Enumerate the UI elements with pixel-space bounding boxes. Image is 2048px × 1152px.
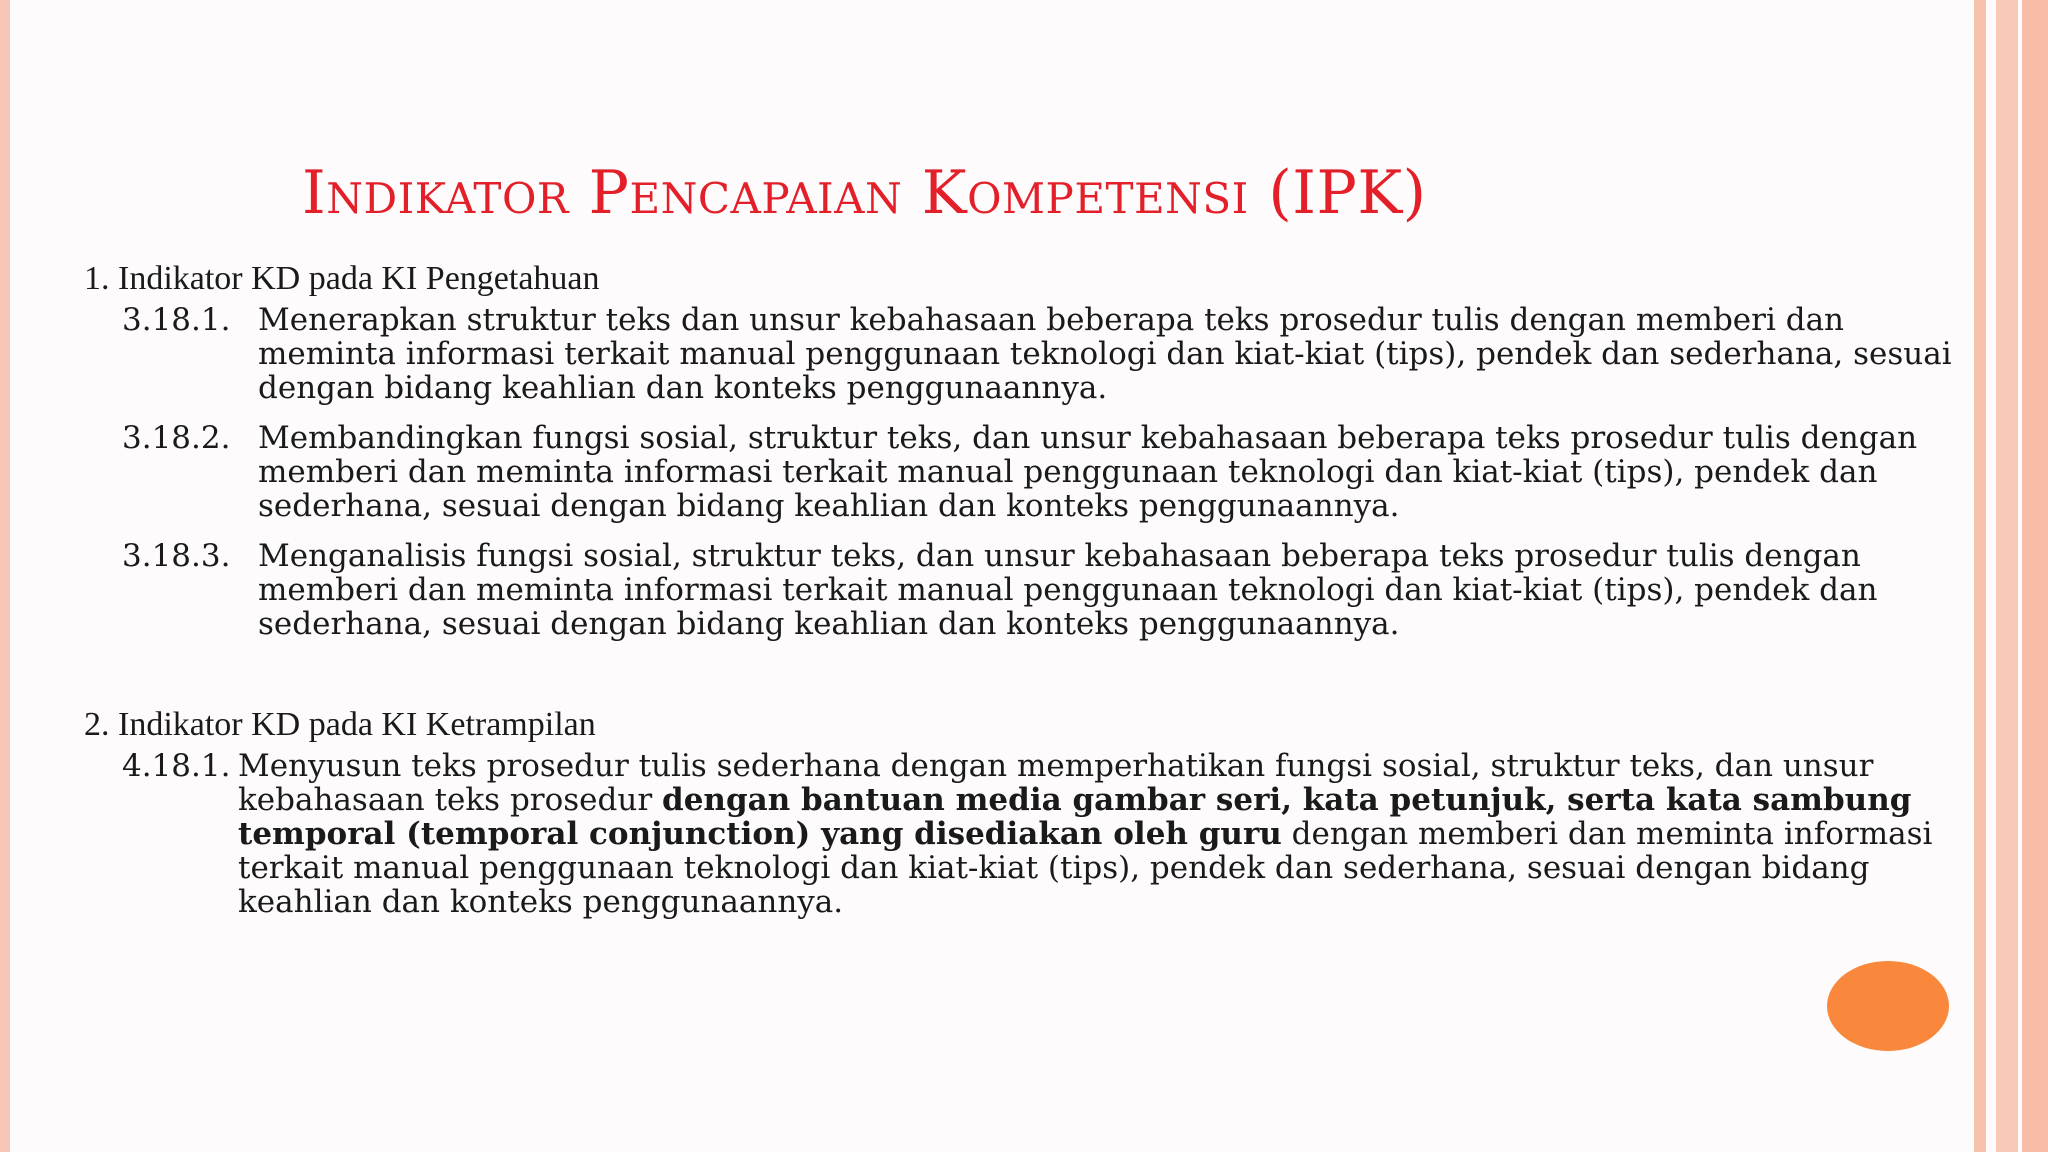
list-item <box>122 749 1964 919</box>
item-text: Menganalisis fungsi sosial, struktur teks, dan unsur kebahasaan beberapa teks prosedur tulis dengan memberi dan meminta informasi terkait manual penggunaan teknologi dan kiat-kiat (tips), pendek dan sederhana, sesuai dengan bidang keahlian dan konteks penggunaannya. <box>258 538 1878 642</box>
item-text <box>238 749 1964 919</box>
section-knowledge <box>84 255 1964 641</box>
item-number: 3.18.3. <box>122 538 231 574</box>
item-number: 3.18.2. <box>122 420 231 456</box>
section-skills <box>84 701 1964 919</box>
slide-title: Indikator Pencapaian Kompetensi (IPK) <box>302 158 1427 228</box>
section-heading: 1. Indikator KD pada KI Pengetahuan <box>84 260 600 297</box>
list-item <box>122 303 1964 405</box>
item-text-regular: dengan memberi dan meminta informasi terkait manual penggunaan teknologi dan kiat-kiat (tips), pendek dan sederhana, sesuai dengan bidang keahlian dan konteks penggunaannya. <box>238 816 1933 920</box>
item-number: 4.18.1. <box>122 748 231 784</box>
slide-content <box>84 255 1964 919</box>
list-item <box>122 539 1964 641</box>
list-item <box>122 421 1964 523</box>
orange-circle-decoration <box>1827 961 1949 1051</box>
item-text: Menerapkan struktur teks dan unsur kebahasaan beberapa teks prosedur tulis dengan memberi dan meminta informasi terkait manual penggunaan teknologi dan kiat-kiat (tips), pendek dan sederhana, sesuai dengan bidang keahlian dan konteks penggunaannya. <box>258 302 1952 406</box>
item-text-bold: dengan bantuan media gambar seri, kata petunjuk, serta kata sambung temporal (temporal conjunction) yang disediakan oleh guru <box>238 782 1912 852</box>
right-border-decoration <box>1964 0 2048 1152</box>
item-number: 3.18.1. <box>122 302 231 338</box>
section-heading: 2. Indikator KD pada KI Ketrampilan <box>84 706 596 743</box>
item-text: Membandingkan fungsi sosial, struktur teks, dan unsur kebahasaan beberapa teks prosedur tulis dengan memberi dan meminta informasi terkait manual penggunaan teknologi dan kiat-kiat (tips), pendek dan sederhana, sesuai dengan bidang keahlian dan konteks penggunaannya. <box>258 420 1918 524</box>
item-text-regular: Menyusun teks prosedur tulis sederhana dengan memperhatikan fungsi sosial, struktur teks, dan unsur kebahasaan teks prosedur <box>238 748 1874 818</box>
left-border-decoration <box>0 0 10 1152</box>
